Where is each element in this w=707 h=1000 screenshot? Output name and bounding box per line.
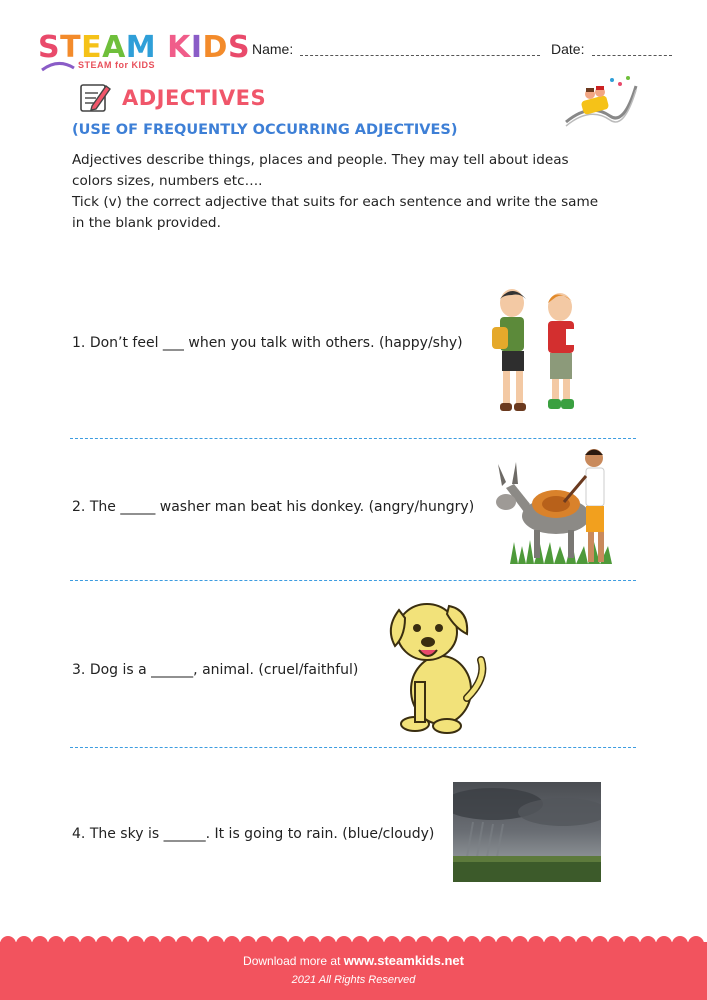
answer-blank[interactable]: ______, <box>151 662 198 678</box>
answer-blank[interactable]: _____ <box>120 499 156 515</box>
roller-coaster-icon <box>560 72 640 132</box>
question-text: Dog is a <box>89 662 147 678</box>
instructions <box>72 150 637 234</box>
question-text: animal. (cruel/faithful) <box>202 662 359 678</box>
man-and-donkey-illustration-icon <box>490 446 625 571</box>
steam-kids-logo <box>38 30 251 75</box>
dog-illustration-icon <box>385 588 490 736</box>
date-label: Date: <box>551 41 585 57</box>
question-2 <box>72 499 474 515</box>
separator-line <box>70 747 636 748</box>
instruction-line-2: in the blank provided. <box>72 215 221 231</box>
question-number: 4. <box>72 826 86 842</box>
worksheet-subtitle: (USE OF FREQUENTLY OCCURRING ADJECTIVES) <box>72 122 458 138</box>
logo-subtitle: STEAM for KIDS <box>78 60 156 70</box>
intro-line-2: colors sizes, numbers etc…. <box>72 173 263 189</box>
question-text: when you talk with others. (happy/shy) <box>188 335 463 351</box>
footer-download-text <box>0 953 707 968</box>
question-3 <box>72 662 358 678</box>
answer-blank[interactable]: ___ <box>162 335 184 351</box>
date-field[interactable] <box>592 54 672 56</box>
logo-title: STEAM KIDS <box>38 30 251 65</box>
question-text: The <box>89 499 116 515</box>
question-4 <box>72 826 434 842</box>
pencil-paper-icon <box>78 80 112 114</box>
name-label: Name: <box>252 41 294 57</box>
worksheet-title: ADJECTIVES <box>122 86 267 110</box>
two-boys-illustration-icon <box>490 285 585 420</box>
cloudy-sky-photo-icon <box>453 782 601 882</box>
answer-blank[interactable]: ______. <box>163 826 211 842</box>
question-text: It is going to rain. (blue/cloudy) <box>214 826 435 842</box>
logo-swoosh-icon <box>40 60 76 74</box>
instruction-line-1: Tick (v) the correct adjective that suits for each sentence and write the same <box>72 194 599 210</box>
question-text: washer man beat his donkey. (angry/hungry) <box>159 499 475 515</box>
separator-line <box>70 438 636 439</box>
footer-site-link[interactable]: www.steamkids.net <box>343 953 464 968</box>
intro-line-1: Adjectives describe things, places and people. They may tell about ideas <box>72 152 569 168</box>
question-text: The sky is <box>89 826 160 842</box>
question-number: 1. <box>72 335 86 351</box>
name-field[interactable] <box>300 54 540 56</box>
question-text: Don’t feel <box>89 335 159 351</box>
footer-banner <box>0 942 707 1000</box>
footer-download-prefix: Download more at <box>243 954 341 968</box>
separator-line <box>70 580 636 581</box>
question-number: 3. <box>72 662 86 678</box>
question-number: 2. <box>72 499 86 515</box>
question-1 <box>72 335 463 351</box>
footer-rights: 2021 All Rights Reserved <box>291 974 416 986</box>
